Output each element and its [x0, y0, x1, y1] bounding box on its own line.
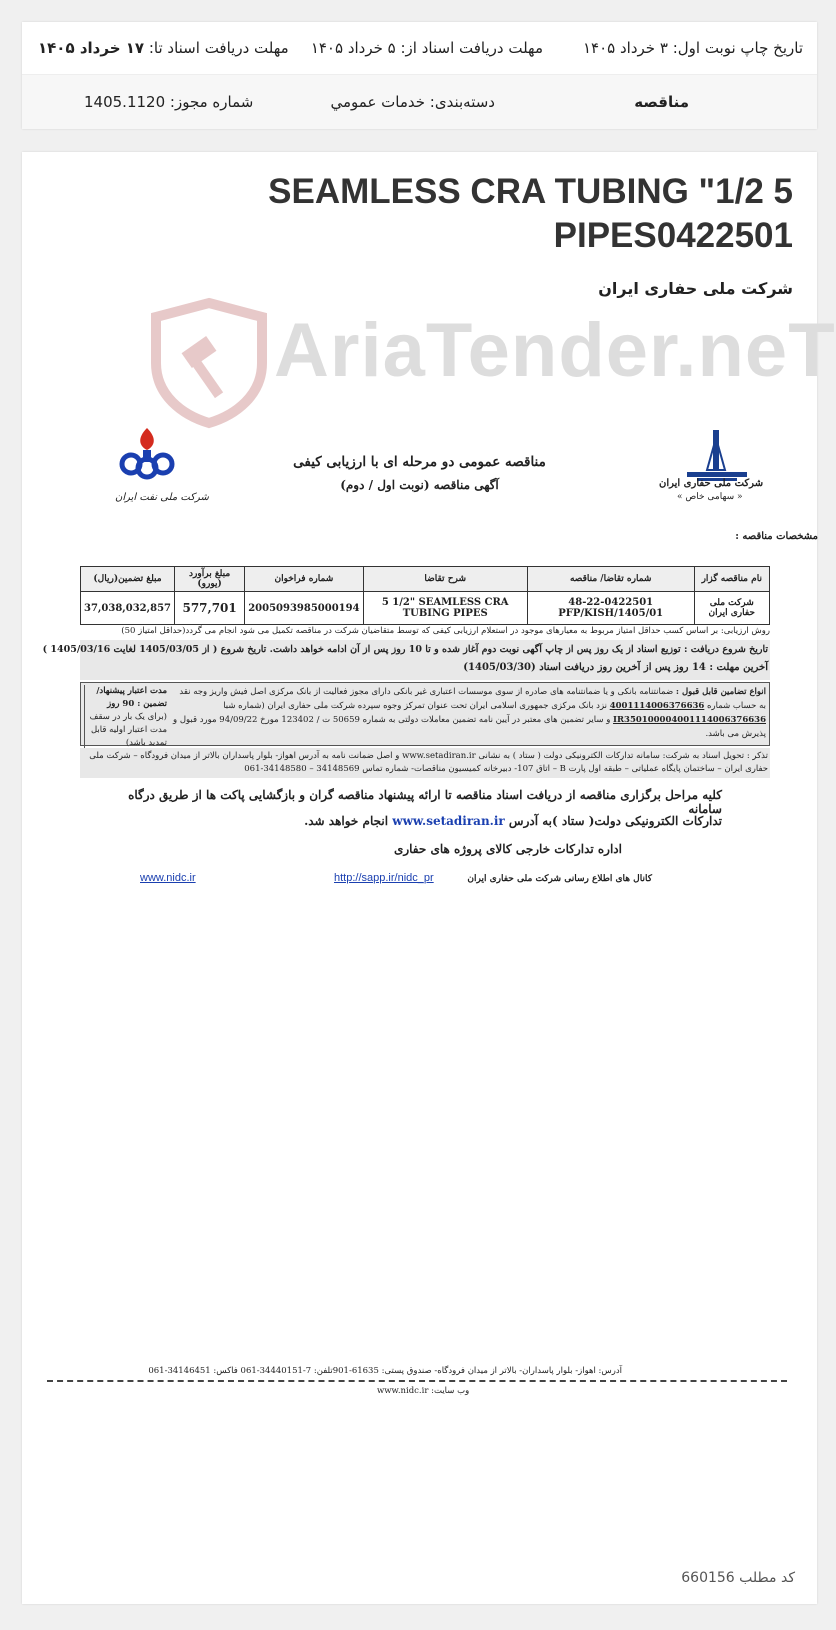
receive-until-label: مهلت دریافت اسناد تا: [148, 39, 289, 57]
start-date-line: تاریخ شروع دریافت : توزیع اسناد از یک روز پس از چاپ آگهی نوبت دوم آغاز شده و تا 10 روز پس از آن ادامه خواهد داشت. تاریخ شروع ( از 1405/03/05 لغایت 1405/03/16 ) [42, 644, 768, 655]
spec-table [80, 566, 770, 625]
license-number: شماره مجوز: 1405.1120 [84, 93, 254, 111]
specs-label: مشخصات مناقصه : [735, 531, 818, 542]
cell-org: شرکت ملی حفاری ایران [694, 592, 769, 625]
th-number: شماره تقاضا/ مناقصه [527, 567, 694, 592]
channel-link-nidc[interactable]: www.nidc.ir [140, 872, 196, 884]
final-line-2b: انجام خواهد شد. [304, 814, 389, 828]
th-org: نام مناقصه گزار [694, 567, 769, 592]
org-name-right: شرکت ملی حفاری ایران [659, 478, 764, 489]
validity-title: مدت اعتبار پیشنهاد/ تضمین : 90 روز [96, 686, 167, 709]
watermark-text: AriaTender.neT [274, 308, 836, 393]
content-code: کد مطلب 660156 [681, 1570, 795, 1586]
validity-cell [84, 685, 167, 750]
note-line: تذکر : تحویل اسناد به شرکت: سامانه تدارکات الکترونیکی دولت ( ستاد ) به نشانی www.setadiran.ir و اصل ضمانت نامه به آدرس اهواز- بلوار پاسداران بالاتر از میدان فرودگاه – شرکت ملی حفاری ایران – ساختمان پایگاه عملیاتی – طبقه اول پارت B – اتاق 107- دبیرخانه کمیسیون مناقصات- شماره تماس 34148569 – 34148580-061 [89, 751, 768, 774]
final-line-2a: تدارکات الکترونیکی دولت( ستاد )به آدرس [508, 814, 722, 828]
channel-label: کانال های اطلاع رسانی شرکت ملی حفاری ایران [467, 874, 652, 884]
notice-subheading: آگهی مناقصه (نوبت اول / دوم) [340, 478, 499, 492]
account-number: 4001114006376636 [609, 701, 705, 711]
tender-detail-card [22, 152, 836, 1604]
cell-number: 48-22-0422501 PFP/KISH/1405/01 [527, 592, 694, 625]
org-sub-right: « سهامی خاص » [677, 492, 743, 502]
setadiran-link[interactable]: www.setadiran.ir [392, 814, 505, 828]
validity-note: (برای یک بار در سقف مدت اعتبار اولیه قابل تمدید باشد) [89, 712, 167, 748]
cell-estimate: 577,701 [175, 592, 245, 625]
th-desc: شرح تقاضا [363, 567, 527, 592]
guarantee-text [170, 685, 766, 741]
final-line-1: کلیه مراحل برگزاری مناقصه از دریافت اسناد مناقصه تا ارائه پیشنهاد مناقصه گران و بازگشایی پاکت ها از طریق درگاه سامانه [128, 788, 722, 816]
guarantee-title: انواع تضامین قابل قبول : [675, 687, 766, 697]
cell-desc: 5 1/2" SEAMLESS CRA TUBING PIPES [363, 592, 527, 625]
table-row [81, 592, 770, 625]
page-title: SEAMLESS CRA TUBING "1/2 5 PIPES0422501 [268, 172, 793, 255]
website-line: وب سایت: www.nidc.ir [377, 1386, 470, 1396]
final-line-2 [122, 814, 722, 828]
eval-method: روش ارزیابی: بر اساس کسب حداقل امتیاز مربوط به معیارهای موجود در استعلام ارزیابی کیفی که توسط متقاضیان شرکت در مناقصه تکمیل می شود انجام می گردد(حداقل امتیاز 50) [121, 626, 770, 636]
guarantee-text2: نزد بانک مرکزی جمهوری اسلامی ایران تحت عنوان تمرکز وجوه سپرده شرکت ملی حفاری ایران (شماره شبا [223, 701, 607, 711]
th-call: شماره فراخوان [245, 567, 363, 592]
info-row-dates [22, 22, 817, 75]
final-line-3: اداره تدارکات خارجی کالای پروژه های حفاری [393, 842, 622, 856]
address-line: آدرس: اهواز- بلوار پاسداران- بالاتر از میدان فرودگاه- صندوق پستی: 61635-901تلفن: 7-34440151-061 فاکس: 34146451-061 [148, 1366, 622, 1376]
tender-category: دسته‌بندی: خدمات عمومي [330, 93, 495, 111]
org-name-left: شرکت ملی نفت ایران [115, 492, 209, 503]
footer-divider [47, 1380, 787, 1382]
watermark [144, 297, 836, 427]
print-date: تاریخ چاپ نوبت اول: ۳ خرداد ۱۴۰۵ [583, 39, 803, 57]
spec-table-header [81, 567, 770, 592]
guarantee-text1: ضمانتنامه بانکی و یا ضمانتنامه های صادره از سوی موسسات اعتباری غیر بانکی دارای مجوز فعالیت از بانک مرکزی اصل فیش واریز وجه نقد به حساب شماره [179, 687, 766, 711]
receive-until [38, 22, 289, 74]
watermark-shield-icon [144, 297, 274, 427]
notice-heading: مناقصه عمومی دو مرحله ای با ارزیابی کیفی [293, 454, 546, 470]
th-estimate: مبلغ برآورد (یورو) [175, 567, 245, 592]
guarantee-text3: و سایر تضمین های معتبر در آیین نامه تضمین معاملات دولتی به شماره 50659 ت / 123402 مورخ 94/09/22 مورد قبول و پذیرش می باشد. [173, 715, 766, 739]
deadline-line: آخرین مهلت : 14 روز پس از آخرین روز دریافت اسناد (1405/03/30) [463, 662, 768, 673]
tender-type: مناقصه [634, 93, 689, 111]
receive-from: مهلت دریافت اسناد از: ۵ خرداد ۱۴۰۵ [310, 39, 543, 57]
receive-until-value: ۱۷ خرداد ۱۴۰۵ [38, 39, 145, 57]
sheba-number: IR350100004001114006376636 [613, 715, 766, 725]
info-row-meta [22, 75, 817, 129]
th-guarantee: مبلغ تضمین(ریال) [81, 567, 175, 592]
cell-guarantee: 37,038,032,857 [81, 592, 175, 625]
channel-link-sapp[interactable]: http://sapp.ir/nidc_pr [334, 872, 434, 884]
company-name: شرکت ملی حفاری ایران [598, 279, 793, 298]
tender-info-card [22, 22, 817, 129]
cell-call: 2005093985000194 [245, 592, 363, 625]
